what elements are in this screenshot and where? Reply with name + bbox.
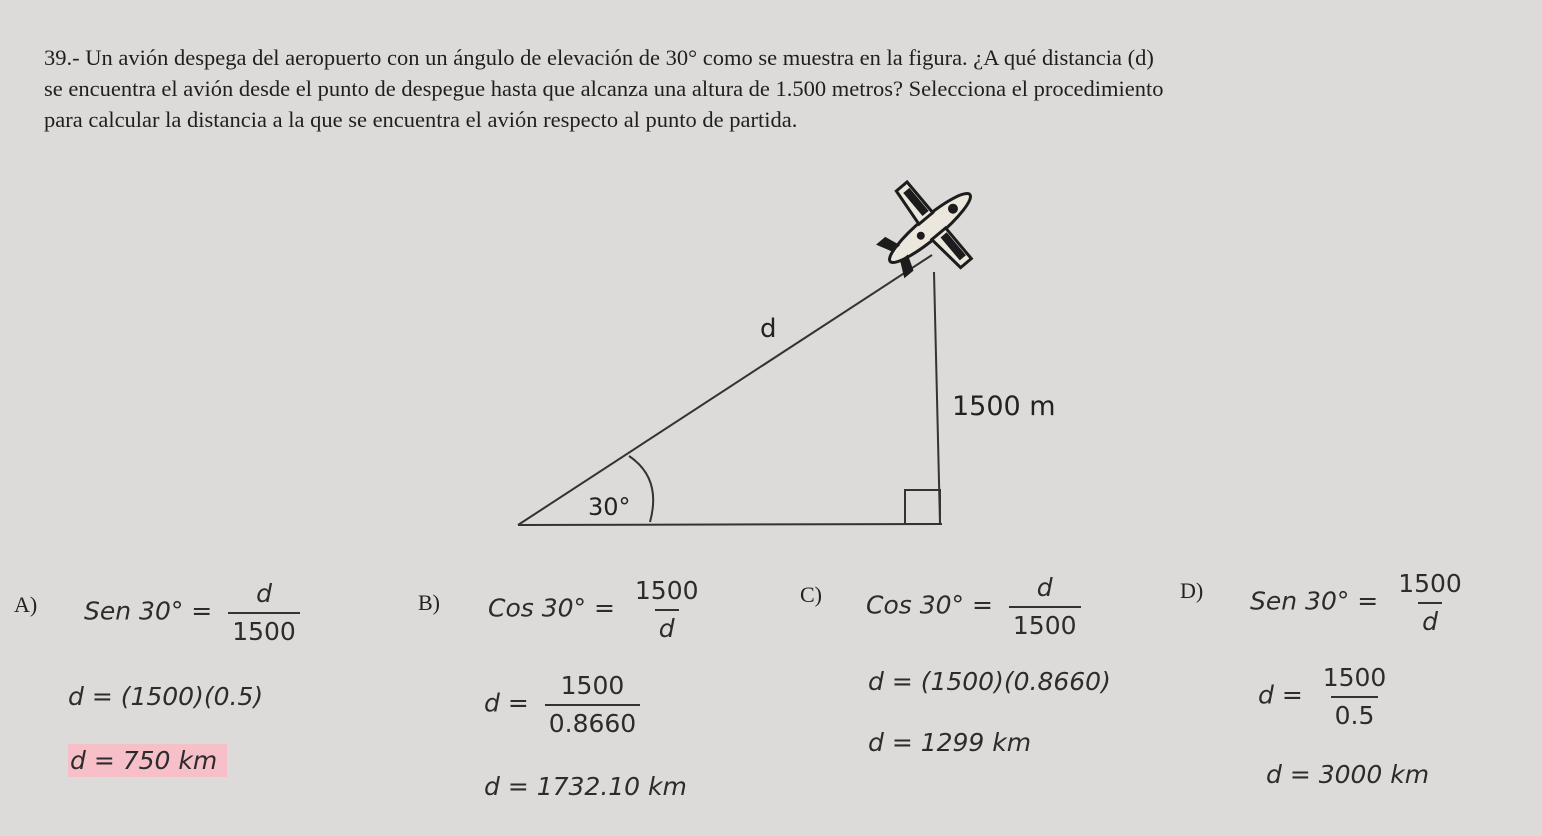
option-d-step1-fraction	[1319, 664, 1391, 729]
option-a-denominator: 1500	[228, 612, 300, 646]
option-a-fraction	[228, 580, 300, 645]
option-d-fraction	[1394, 570, 1466, 635]
option-b-step1-numerator: 1500	[560, 671, 625, 700]
height-label: 1500 m	[952, 391, 1056, 422]
option-b-equation	[488, 577, 703, 642]
option-b-denominator: d	[655, 609, 679, 643]
option-c-numerator: d	[1036, 573, 1053, 602]
option-b-result: d = 1732.10 km	[484, 772, 687, 801]
question-line-3: para calcular la distancia a la que se encuentra el avión respecto al punto de partida.	[44, 107, 798, 132]
option-b-step1	[484, 672, 640, 737]
option-d-step1-denominator: 0.5	[1331, 696, 1379, 730]
option-c-fraction	[1009, 574, 1081, 639]
option-b-step1-fraction	[545, 672, 640, 737]
option-b-fraction	[631, 577, 703, 642]
question-line-1: 39.- Un avión despega del aeropuerto con un ángulo de elevación de 30° como se muestra en la figura. ¿A qué distancia (d)	[44, 45, 1154, 70]
base-line	[518, 524, 942, 525]
option-c-eq-lhs: Cos 30° =	[866, 590, 993, 620]
option-d-step1	[1258, 664, 1390, 729]
question-line-2: se encuentra el avión desde el punto de despegue hasta que alcanza una altura de 1.500 metros? Selecciona el procedimiento	[44, 76, 1164, 101]
option-b-step1-lhs: d =	[484, 688, 529, 718]
hypotenuse-line	[518, 255, 932, 525]
angle-arc	[629, 456, 653, 522]
option-a-numerator: d	[256, 579, 272, 608]
height-line	[934, 272, 940, 524]
option-c-equation	[866, 574, 1081, 639]
option-b-numerator: 1500	[634, 576, 699, 605]
option-d-equation	[1250, 570, 1466, 635]
option-b-eq-lhs: Cos 30° =	[488, 593, 615, 623]
option-a-step1: d = (1500)(0.5)	[68, 682, 264, 711]
right-angle-mark	[905, 490, 940, 524]
option-a-letter[interactable]: A)	[14, 592, 38, 617]
option-d-step1-lhs: d =	[1258, 680, 1303, 710]
hypotenuse-label: d	[760, 314, 777, 344]
option-a-eq-lhs: Sen 30° =	[84, 596, 213, 626]
option-b-step1-denominator: 0.8660	[545, 704, 640, 738]
option-d-eq-lhs: Sen 30° =	[1250, 586, 1379, 616]
option-b-letter[interactable]: B)	[418, 590, 440, 615]
option-a-equation	[84, 580, 300, 645]
option-c-letter[interactable]: C)	[800, 582, 822, 607]
option-d-result: d = 3000 km	[1266, 760, 1430, 789]
option-c-step1: d = (1500)(0.8660)	[868, 667, 1111, 696]
triangle	[518, 255, 942, 525]
option-d-denominator: d	[1418, 602, 1442, 636]
angle-label: 30°	[588, 493, 631, 521]
airplane-icon	[858, 156, 1002, 299]
option-c-denominator: 1500	[1009, 606, 1081, 640]
option-c-result: d = 1299 km	[868, 728, 1032, 757]
option-d-letter[interactable]: D)	[1180, 578, 1204, 603]
option-a-result: d = 750 km	[68, 744, 227, 777]
option-d-numerator: 1500	[1398, 569, 1462, 598]
option-d-step1-numerator: 1500	[1322, 663, 1387, 692]
